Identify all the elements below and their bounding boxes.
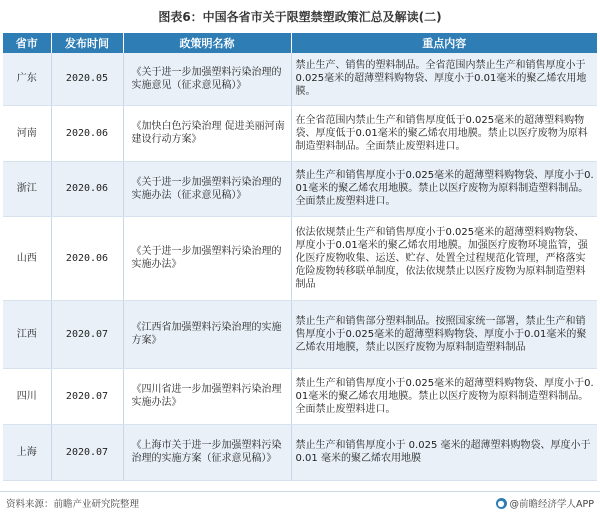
time-cell: 2020.06 [51, 105, 123, 161]
time-cell: 2020.07 [51, 368, 123, 424]
table-row [3, 216, 597, 300]
header-policy: 政策明名称 [123, 33, 291, 53]
table-row [3, 105, 597, 161]
content-cell [291, 424, 597, 480]
policy-cell [123, 300, 291, 368]
policy-name: 《关于进一步加强塑料污染治理的实施办法（征求意见稿）》 [131, 176, 282, 201]
policy-cell [123, 105, 291, 161]
content-cell [291, 300, 597, 368]
province-cell: 浙江 [3, 161, 51, 216]
brand-credit [496, 496, 594, 510]
content-text: 禁止生产和销售厚度小于 0.025 毫米的超薄塑料购物袋、厚度小于 0.01 毫米的聚乙烯农用地膜 [295, 440, 591, 464]
policy-table [3, 33, 597, 481]
table-header-row [3, 33, 597, 53]
content-cell [291, 53, 597, 105]
policy-name: 《江西省加强塑料污染治理的实施方案》 [131, 322, 282, 346]
table-row [3, 368, 597, 424]
time-cell: 2020.07 [51, 424, 123, 480]
source-note: 资料来源：前瞻产业研究院整理 [6, 499, 140, 510]
qianzhan-logo-icon: ● [496, 498, 507, 509]
table-row [3, 300, 597, 368]
province-cell: 广东 [3, 53, 51, 105]
page-title: 图表6：中国各省市关于限塑禁塑政策汇总及解读(二) [158, 10, 442, 24]
time-cell: 2020.06 [51, 216, 123, 300]
content-text: 依法依规禁止生产和销售厚度小于0.025毫米的超薄塑料购物袋、厚度小于0.01毫米的聚乙烯农用地膜。加强医疗废物环境监管，强化医疗废物收集、运送、贮存、处置全过程规范化管理，严格落实危险废物转移联单制度，依法依规禁止以医疗废物为原料制造塑料制品 [295, 226, 588, 290]
content-cell [291, 161, 597, 216]
content-text: 禁止生产、销售的塑料制品。全省范围内禁止生产和销售厚度小于0.025毫米的超薄塑料购物袋、厚度小于0.01毫米的聚乙烯农用地膜。 [295, 60, 587, 98]
province-cell: 山西 [3, 216, 51, 300]
province-cell: 上海 [3, 424, 51, 480]
time-cell: 2020.07 [51, 300, 123, 368]
policy-name: 《加快白色污染治理 促进美丽河南建设行动方案》 [131, 121, 285, 145]
province-cell: 四川 [3, 368, 51, 424]
time-cell: 2020.06 [51, 161, 123, 216]
content-text: 禁止生产和销售厚度小于0.025毫米的超薄塑料购物袋、厚度小于0.01毫米的聚乙烯农用地膜。禁止以医疗废物为原料制造塑料制品。全面禁止废塑料进口。 [295, 377, 594, 415]
table-row [3, 424, 597, 480]
province-cell: 河南 [3, 105, 51, 161]
policy-name: 《上海市关于进一步加强塑料污染治理的实施方案（征求意见稿）》 [131, 440, 282, 464]
brand-text: @前瞻经济学人APP [509, 499, 594, 510]
table-row [3, 53, 597, 105]
content-text: 禁止生产和销售厚度小于0.025毫米的超薄塑料购物袋、厚度小于0.01毫米的聚乙烯农用地膜。禁止以医疗废物为原料制造塑料制品。全面禁止废塑料进口。 [295, 170, 594, 207]
content-text: 在全省范围内禁止生产和销售厚度低于0.025毫米的超薄塑料购物袋、厚度低于0.01毫米的聚乙烯农用地膜。禁止以医疗废物为原料制造塑料制品。全面禁止废塑料进口。 [295, 114, 588, 152]
time-cell: 2020.05 [51, 53, 123, 105]
content-cell [291, 216, 597, 300]
footer [0, 491, 600, 513]
policy-name: 《关于进一步加强塑料污染治理的实施意见（征求意见稿）》 [131, 66, 282, 91]
policy-cell [123, 53, 291, 105]
province-cell: 江西 [3, 300, 51, 368]
content-text: 禁止生产和销售部分塑料制品。按照国家统一部署，禁止生产和销售厚度小于0.025毫米的超薄塑料购物袋、厚度小于0.01毫米的聚乙烯农用地膜，禁止以医疗废物为原料制造塑料制品 [295, 315, 587, 353]
content-cell [291, 368, 597, 424]
policy-name: 《关于进一步加强塑料污染治理的实施办法》 [131, 246, 282, 270]
policy-name: 《四川省进一步加强塑料污染治理实施办法》 [131, 384, 282, 408]
header-province: 省市 [3, 33, 51, 53]
header-time: 发布时间 [51, 33, 123, 53]
header-content: 重点内容 [291, 33, 597, 53]
policy-cell [123, 424, 291, 480]
policy-cell [123, 216, 291, 300]
content-cell [291, 105, 597, 161]
policy-cell [123, 368, 291, 424]
policy-cell [123, 161, 291, 216]
table-row [3, 161, 597, 216]
